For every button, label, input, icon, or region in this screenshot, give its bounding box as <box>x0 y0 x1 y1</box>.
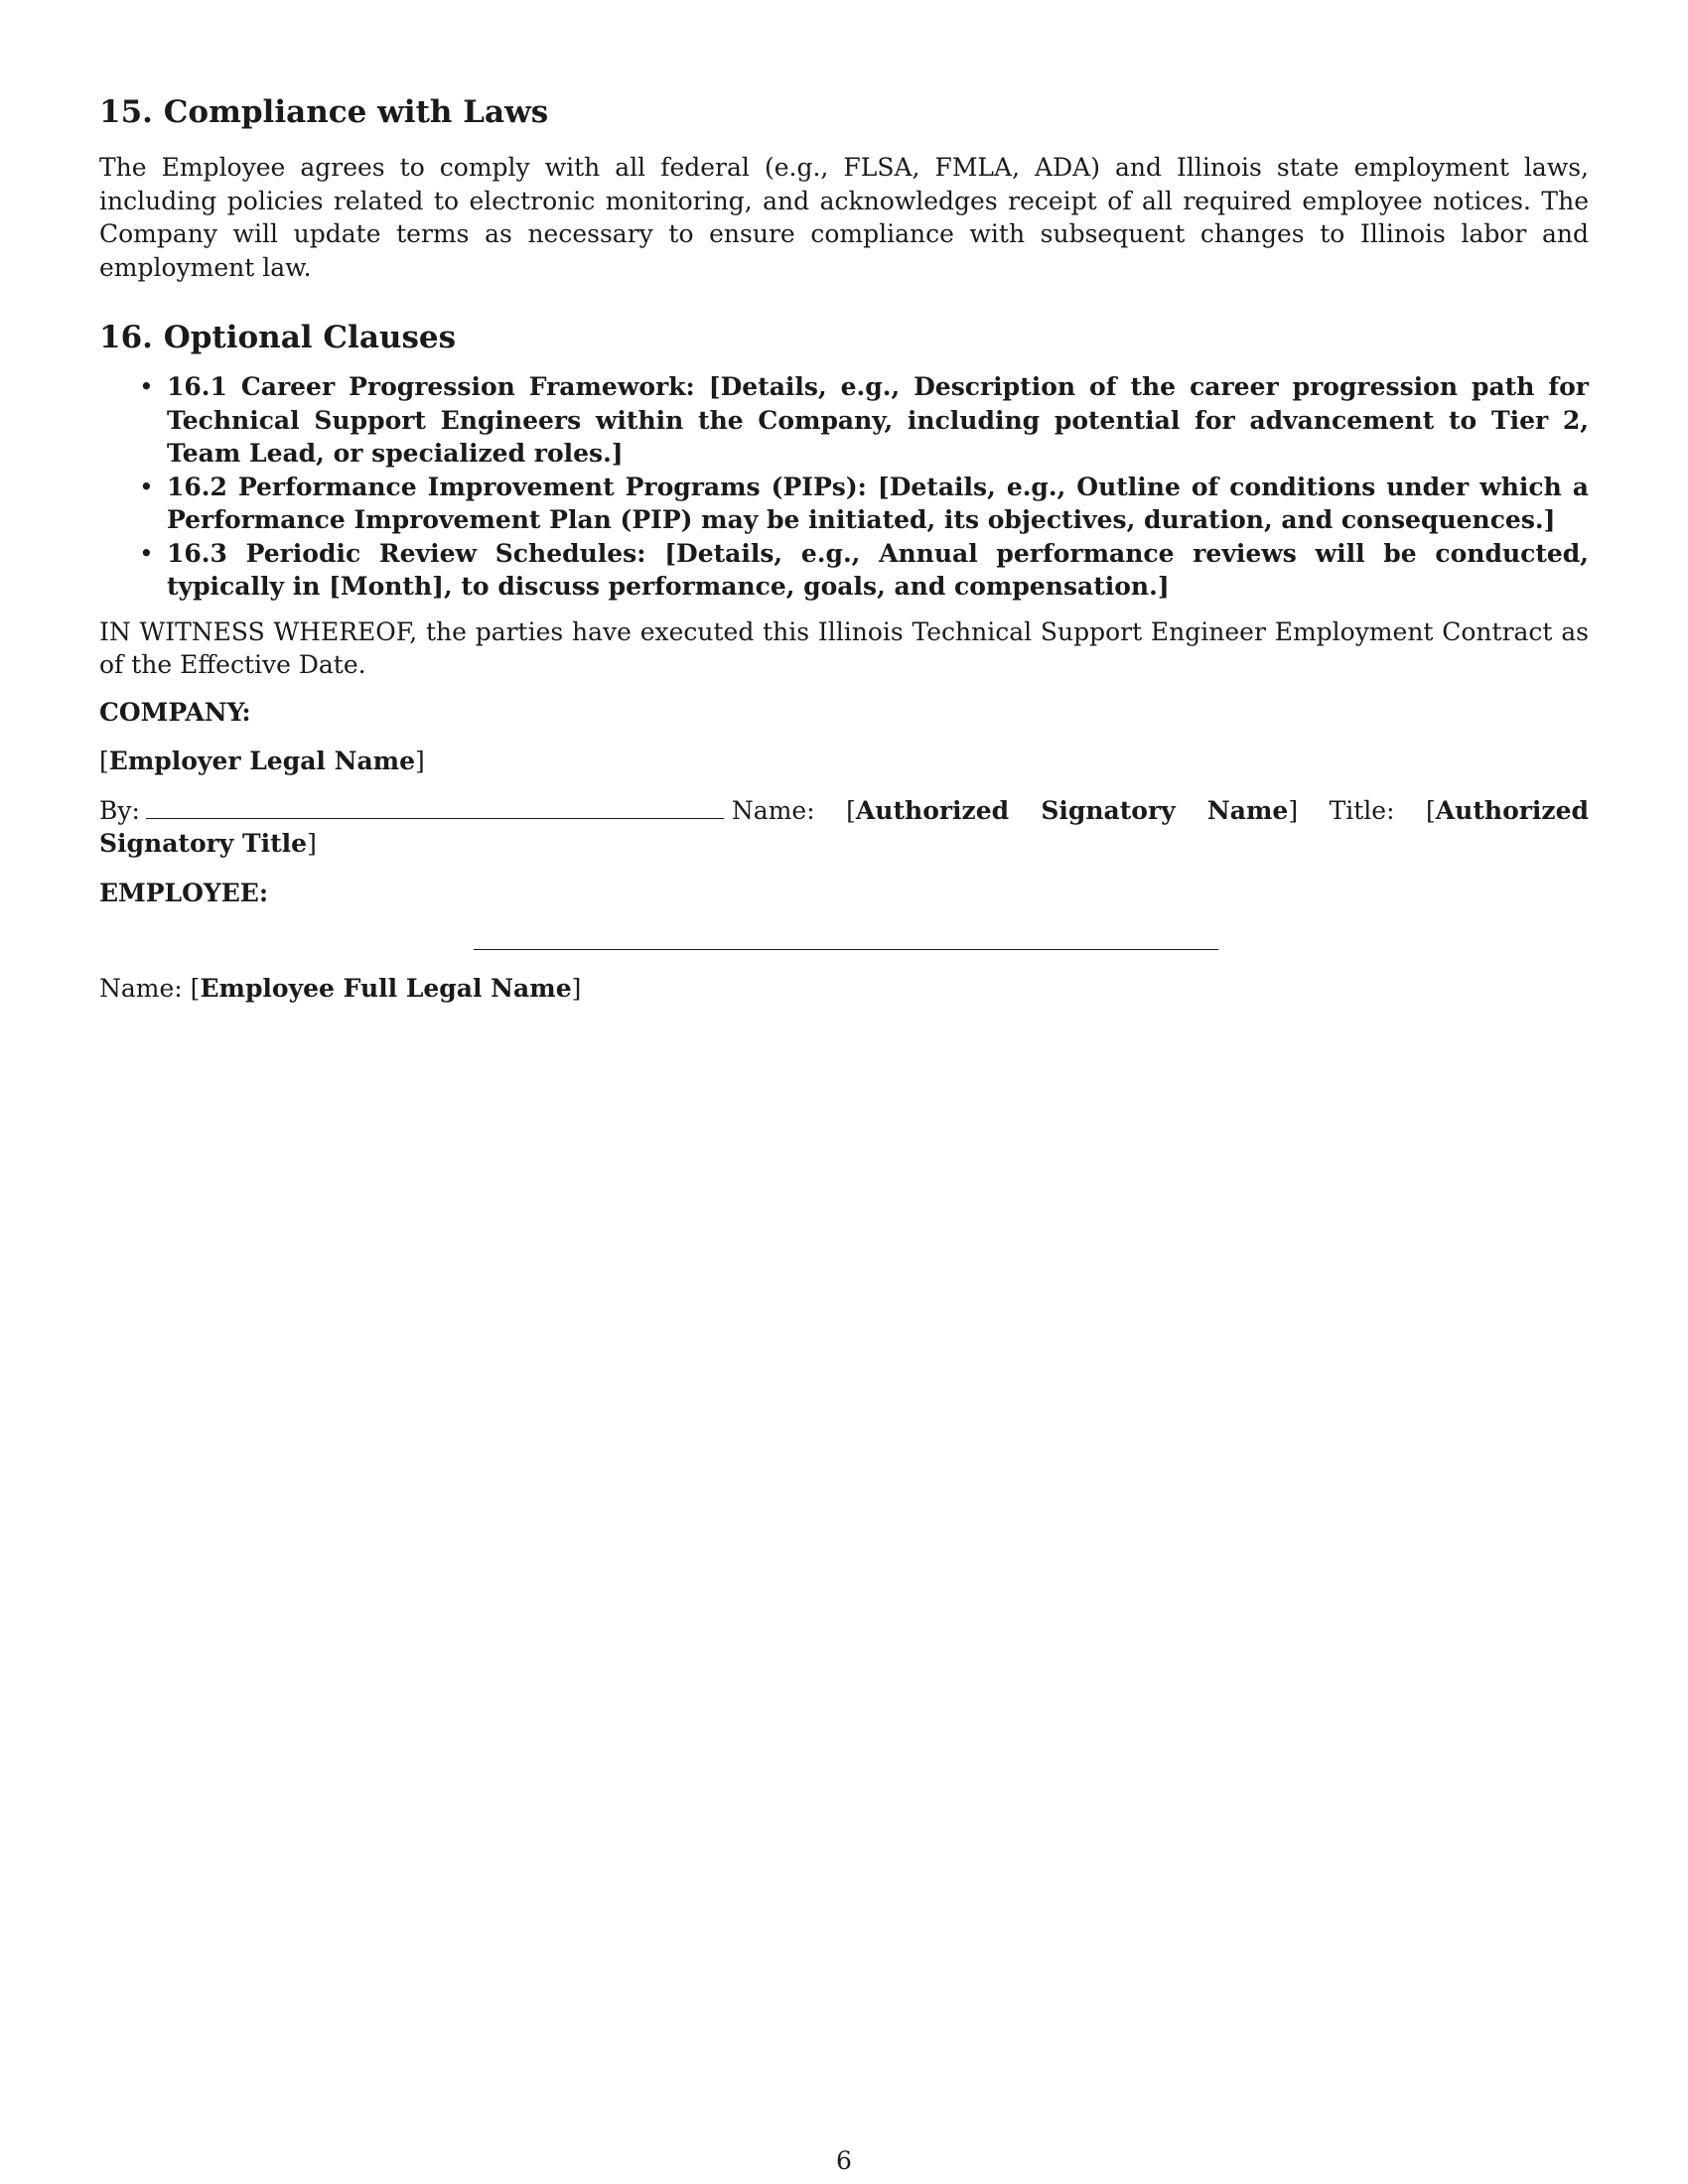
company-signature-line <box>99 794 1589 861</box>
bracket-open: [ <box>1426 795 1436 825</box>
clause-label: 16.1 Career Progression Framework: <box>167 372 695 402</box>
bracket-close: ] <box>1288 795 1299 825</box>
section-15-heading: 15. Compliance with Laws <box>99 94 549 130</box>
bracket-close: ] <box>415 747 425 776</box>
bracket-close: ] <box>571 974 582 1004</box>
clause-text: [Details, e.g., Outline of conditions under which a Performance Improvement Plan (PIP) may be initiated, its objectives, duration, and consequences.] <box>167 472 1589 535</box>
document-page <box>99 94 1589 1006</box>
by-label: By: <box>99 795 140 825</box>
bracket-open: [ <box>190 974 201 1004</box>
employee-name-line <box>99 972 1589 1006</box>
bullet-icon: • <box>139 372 154 402</box>
title-label: Title: <box>1329 795 1395 825</box>
employer-name-line <box>99 745 1589 778</box>
employee-name-label: Name: <box>99 974 183 1004</box>
witness-statement: IN WITNESS WHEREOF, the parties have executed this Illinois Technical Support Engineer Employment Contract as of the Effective Date. <box>99 616 1589 680</box>
bracket-close: ] <box>307 829 317 859</box>
employee-signature-field[interactable] <box>474 949 1218 950</box>
company-signature-field[interactable] <box>146 796 724 819</box>
bracket-open: [ <box>99 747 109 776</box>
employee-full-legal-name: Employee Full Legal Name <box>200 974 572 1004</box>
section-15-body: The Employee agrees to comply with all federal (e.g., FLSA, FMLA, ADA) and Illinois state employment laws, including policies related to electronic monitoring, and acknowledges receipt of all required employee notices. The Company will update terms as necessary to ensure compliance with subsequent changes to Illinois labor and employment law. <box>99 153 1589 282</box>
authorized-signatory-title: Authorized Signatory Title <box>99 795 1589 859</box>
bullet-icon: • <box>139 538 154 568</box>
clause-text: [Details, e.g., Description of the career progression path for Technical Support Engineers within the Company, including potential for advancement to Tier 2, Team Lead, or specialized roles.] <box>167 372 1589 469</box>
employee-label: EMPLOYEE: <box>99 878 269 907</box>
employer-legal-name: Employer Legal Name <box>108 747 416 776</box>
page-number: 6 <box>836 2146 852 2175</box>
section-16-heading: 16. Optional Clauses <box>99 320 457 356</box>
authorized-signatory-name: Authorized Signatory Name <box>855 795 1289 825</box>
clause-label: 16.2 Performance Improvement Programs (PIPs): <box>167 472 867 501</box>
clause-text: [Details, e.g., Annual performance reviews will be conducted, typically in [Month], to discuss performance, goals, and compensation.] <box>167 538 1589 602</box>
bullet-icon: • <box>139 472 154 501</box>
clause-16-1 <box>139 370 1589 471</box>
clause-16-2 <box>139 471 1589 537</box>
clause-label: 16.3 Periodic Review Schedules: <box>167 538 646 568</box>
name-label: Name: <box>731 795 815 825</box>
company-label: COMPANY: <box>99 697 251 727</box>
bracket-open: [ <box>846 795 856 825</box>
optional-clauses-list <box>99 370 1589 604</box>
clause-16-3 <box>139 537 1589 604</box>
